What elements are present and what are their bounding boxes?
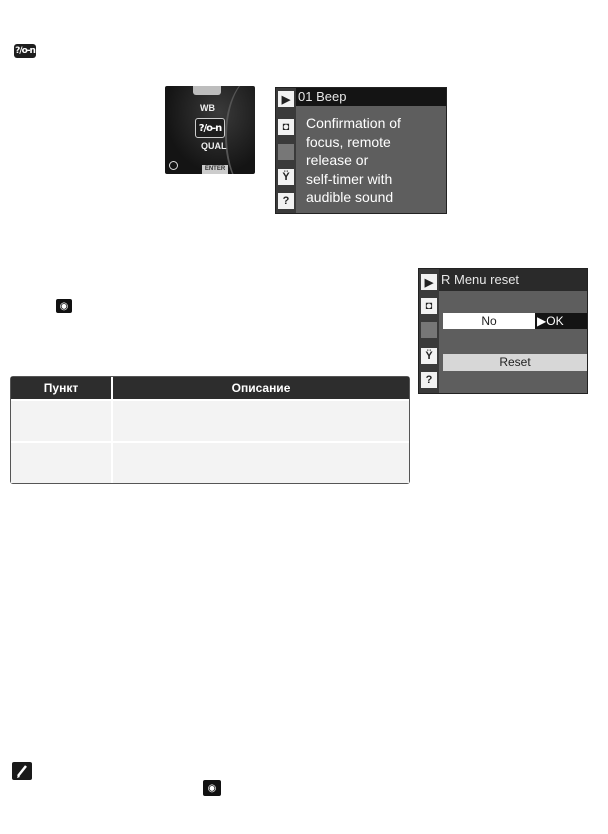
settings-table: [10, 376, 410, 484]
help-text: [306, 114, 401, 207]
body-edge: [225, 86, 255, 174]
pencil-note-icon: [12, 762, 32, 780]
eye-icon: ◉: [203, 780, 221, 796]
option-reset[interactable]: Reset: [443, 354, 587, 371]
table-cell: [113, 441, 409, 483]
column-header-item: Пункт: [11, 377, 113, 399]
help-line: audible sound: [306, 189, 394, 205]
table-cell: [113, 399, 409, 441]
table-row: [11, 441, 409, 483]
custom-pencil-tab-icon: [421, 322, 437, 338]
table-header-row: [11, 377, 409, 399]
wb-label: WB: [200, 103, 215, 113]
menu-reset-screen: [418, 268, 588, 394]
camera-body-photo: [165, 86, 255, 174]
enter-button: ENTER: [202, 165, 228, 174]
qual-label: QUAL: [201, 141, 227, 151]
ok-indicator: [535, 313, 587, 329]
setup-wrench-tab-icon: Ÿ: [421, 348, 437, 364]
help-line: release or: [306, 152, 369, 168]
shooting-tab-icon: ◘: [278, 119, 294, 135]
menu-tabs: [276, 88, 296, 213]
custom-pencil-tab-icon: [278, 144, 294, 160]
help-key-icon: ?/o-n: [15, 46, 35, 56]
ok-label: OK: [546, 314, 564, 328]
table-cell: [11, 399, 113, 441]
top-button: [193, 86, 221, 95]
help-question-tab-icon: ?: [421, 372, 437, 388]
screen-title: R Menu reset: [439, 269, 587, 291]
table-cell: [11, 441, 113, 483]
shooting-tab-icon: ◘: [421, 298, 437, 314]
table-row: [11, 399, 409, 441]
dial-ring: [169, 161, 178, 170]
setup-wrench-tab-icon: Ÿ: [278, 169, 294, 185]
playback-tab-icon: ▶: [421, 274, 437, 290]
help-line: Confirmation of: [306, 115, 401, 131]
screen-title: 01 Beep: [296, 88, 446, 106]
menu-tabs: [419, 269, 439, 393]
help-question-tab-icon: ?: [278, 193, 294, 209]
playback-tab-icon: ▶: [278, 91, 294, 107]
help-key-button: ?/o-n: [195, 118, 225, 138]
eye-icon: ◉: [56, 299, 72, 313]
column-header-description: Описание: [113, 377, 409, 399]
help-line: focus, remote: [306, 133, 391, 150]
option-no[interactable]: No: [443, 313, 535, 329]
right-arrow-icon: ▶: [537, 314, 547, 328]
help-line: self-timer with: [306, 170, 393, 187]
help-screen: [275, 87, 447, 214]
